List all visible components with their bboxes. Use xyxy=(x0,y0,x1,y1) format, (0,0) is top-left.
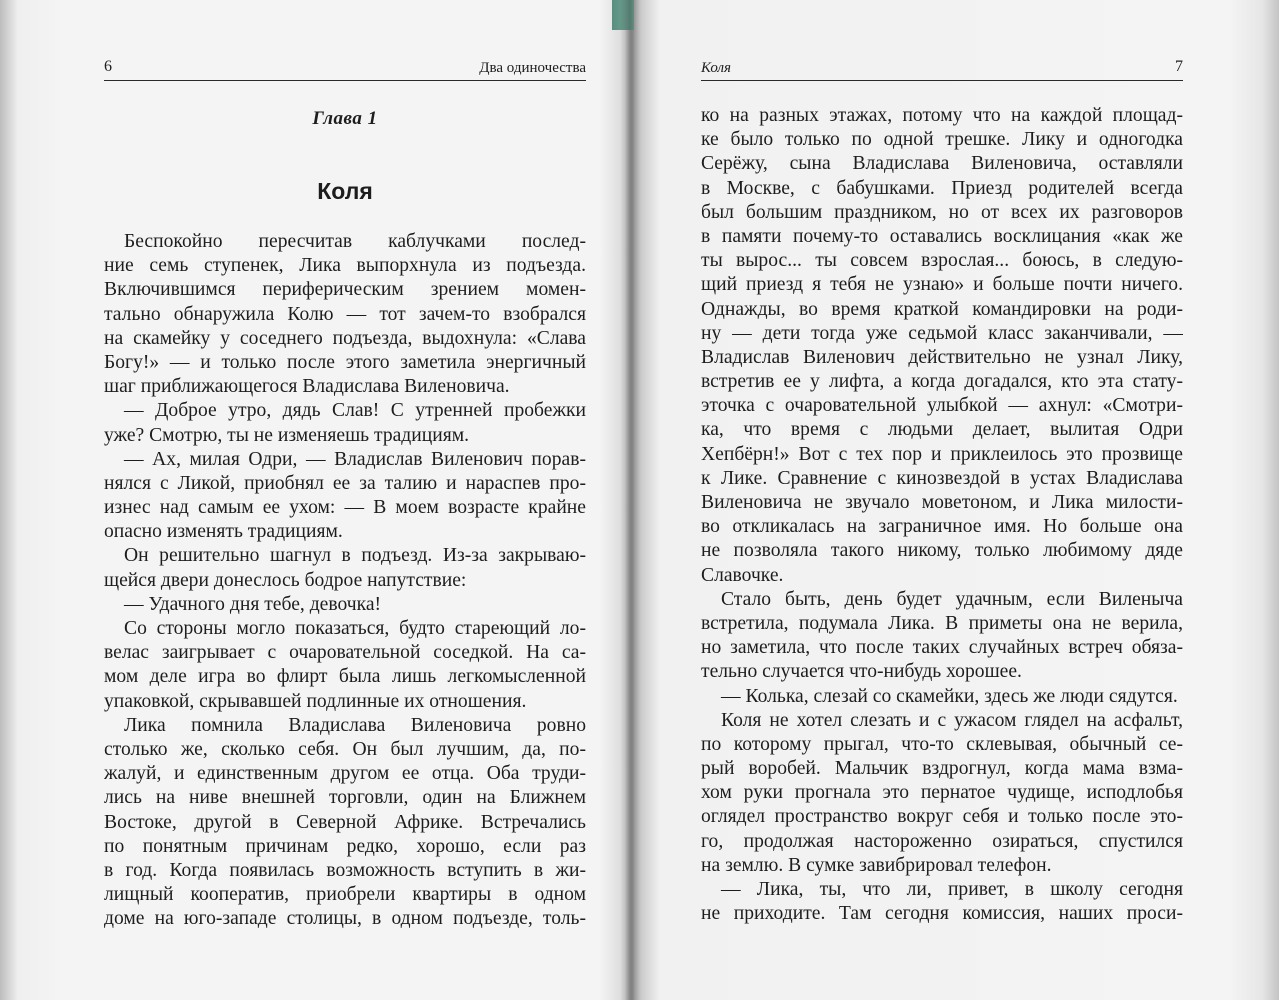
right-page xyxy=(701,0,1183,1000)
text-line: в год. Когда появилась возможность вступить в жи- xyxy=(104,859,586,881)
text-line: — Удачного дня тебе, девочка! xyxy=(124,593,382,615)
text-line: но заметила, что после таких случайных встреч обяза- xyxy=(701,637,1183,659)
text-line: Богу!» — и только после этого заметила энергичный xyxy=(104,351,586,373)
text-line: по понятным причинам редко, хорошо, если раз xyxy=(104,835,586,857)
text-line: упаковкой, скрывавшей подлинные их отношения. xyxy=(104,690,527,712)
text-line: Лика помнила Владислава Виленовича ровно xyxy=(124,714,586,736)
text-line: доме на юго-западе столицы, в одном подъезде, толь- xyxy=(104,908,586,930)
chapter-title: Коля xyxy=(317,178,373,204)
text-line: столько же, сколько себя. Он был лучшим, да, по- xyxy=(104,738,586,760)
text-line: во откликалась на заграничное имя. Но больше она xyxy=(701,516,1183,538)
text-line: встретив ее у лифта, а когда догадался, кто эта стату- xyxy=(701,371,1183,393)
text-line: — Лика, ты, что ли, привет, в школу сегодня xyxy=(721,879,1183,900)
running-title: Два одиночества xyxy=(479,60,586,76)
text-line: Коля не хотел слезать и с ужасом глядел на асфальт, xyxy=(721,709,1183,731)
right-body-text xyxy=(701,104,1183,926)
text-line: — Колька, слезай со скамейки, здесь же люди сядутся. xyxy=(721,685,1178,707)
text-line: лищный кооператив, приобрели квартиры в одном xyxy=(104,884,586,906)
text-line: тельно случается что-нибудь хорошее. xyxy=(701,661,1022,683)
text-line: Владислав Виленович действительно не узнал Лику, xyxy=(701,346,1183,368)
text-line: хом руки прогнала это пернатое чудище, исподлобья xyxy=(701,782,1183,804)
text-line: опасно изменять традициям. xyxy=(104,521,343,543)
text-line: ка, что время с людьми делает, вылитая Одри xyxy=(701,419,1183,441)
chapter-label: Глава 1 xyxy=(312,108,378,129)
text-line: не приходите. Там сегодня комиссия, наших проси- xyxy=(701,903,1183,925)
text-line: щейся двери донеслось бодрое напутствие: xyxy=(104,569,467,591)
text-line: Беспокойно пересчитав каблучками послед- xyxy=(124,231,586,252)
text-line: ние семь ступенек, Лика выпорхнула из подъезда. xyxy=(104,255,586,277)
text-line: велас заигрывает с очаровательной соседкой. На са- xyxy=(104,642,586,664)
text-line: лись на ниве внешней торговли, один на Ближнем xyxy=(104,787,586,809)
text-line: на скамейку у соседнего подъезда, выдохнула: «Слава xyxy=(104,327,586,349)
text-line: го, продолжая настороженно озираться, спустился xyxy=(701,830,1183,852)
text-line: мом деле игра во флирт была лишь легкомысленной xyxy=(104,666,586,688)
text-line: тально обнаружила Колю — тот зачем-то взобрался xyxy=(104,303,586,325)
left-body-text xyxy=(104,230,586,931)
text-line: Включившимся периферическим зрением момен- xyxy=(104,279,586,301)
page-number: 7 xyxy=(1175,58,1183,75)
book-gutter xyxy=(620,0,642,1000)
text-line: эточка с очаровательной улыбкой — ахнул: «Смотри- xyxy=(701,395,1183,417)
text-line: в памяти почему-то оставались восклицания «как же xyxy=(701,225,1183,247)
text-line: не позволяла такого никому, только любимому дяде xyxy=(701,540,1183,562)
text-line: изнес над самым ее ухом: — В моем возрасте крайне xyxy=(104,497,586,519)
text-line: рый воробей. Мальчик вздрогнул, когда мама взма- xyxy=(701,758,1183,780)
text-line: встретила, подумала Лика. В приметы она не верила, xyxy=(701,612,1183,634)
text-line: жалуй, и единственным другом ее отца. Оба труди- xyxy=(104,763,586,785)
running-title: Коля xyxy=(701,60,732,76)
text-line: шаг приближающегося Владислава Виленовича. xyxy=(104,376,510,398)
text-line: по которому прыгал, что-то склевывая, обычный се- xyxy=(701,733,1183,755)
text-line: к Лике. Сравнение с кинозвездой в устах Владислава xyxy=(701,467,1183,489)
text-line: Стало быть, день будет удачным, если Виленыча xyxy=(721,588,1183,610)
text-line: ке было только по одной трешке. Лику и одногодка xyxy=(701,129,1183,151)
text-line: уже? Смотрю, ты не изменяешь традициям. xyxy=(104,424,470,446)
text-line: ко на разных этажах, потому что на каждой площад- xyxy=(701,105,1183,126)
text-line: нялся с Ликой, приобнял ее за талию и нараспев про- xyxy=(104,472,586,494)
text-line: на землю. В сумке завибрировал телефон. xyxy=(701,854,1052,876)
text-line: оглядел пространство вокруг себя и только после это- xyxy=(701,806,1183,828)
text-line: Хепбёрн!» Вот с тех пор и приклеилось это прозвище xyxy=(701,443,1183,465)
text-line: ну — дети тогда уже седьмой класс заканчивали, — xyxy=(701,322,1183,344)
left-page xyxy=(104,0,586,1000)
text-line: Серёжу, сына Владислава Виленовича, оставляли xyxy=(701,153,1183,175)
page-number: 6 xyxy=(104,58,112,75)
text-line: Виленовича не звучало моветоном, и Лика милости- xyxy=(701,492,1183,513)
text-line: щий приезд я тебя не узнаю» и больше почти ничего. xyxy=(701,274,1183,296)
left-running-head xyxy=(104,58,586,81)
text-line: был большим праздником, но от всех их разговоров xyxy=(701,201,1183,223)
text-line: в Москве, с бабушками. Приезд родителей всегда xyxy=(701,177,1183,199)
right-running-head xyxy=(701,58,1183,81)
text-line: Он решительно шагнул в подъезд. Из-за закрываю- xyxy=(124,545,586,567)
text-line: — Доброе утро, дядь Слав! С утренней пробежки xyxy=(124,400,586,422)
text-line: Славочке. xyxy=(701,564,784,586)
text-line: Однажды, во время краткой командировки на роди- xyxy=(701,298,1183,320)
text-line: — Ах, милая Одри, — Владислав Виленович порав- xyxy=(124,448,586,470)
text-line: ты вырос... ты совсем взрослая... боюсь, в следую- xyxy=(701,250,1183,272)
text-line: Со стороны могло показаться, будто стареющий ло- xyxy=(124,618,586,639)
text-line: Востоке, другой в Северной Африке. Встречались xyxy=(104,811,586,833)
